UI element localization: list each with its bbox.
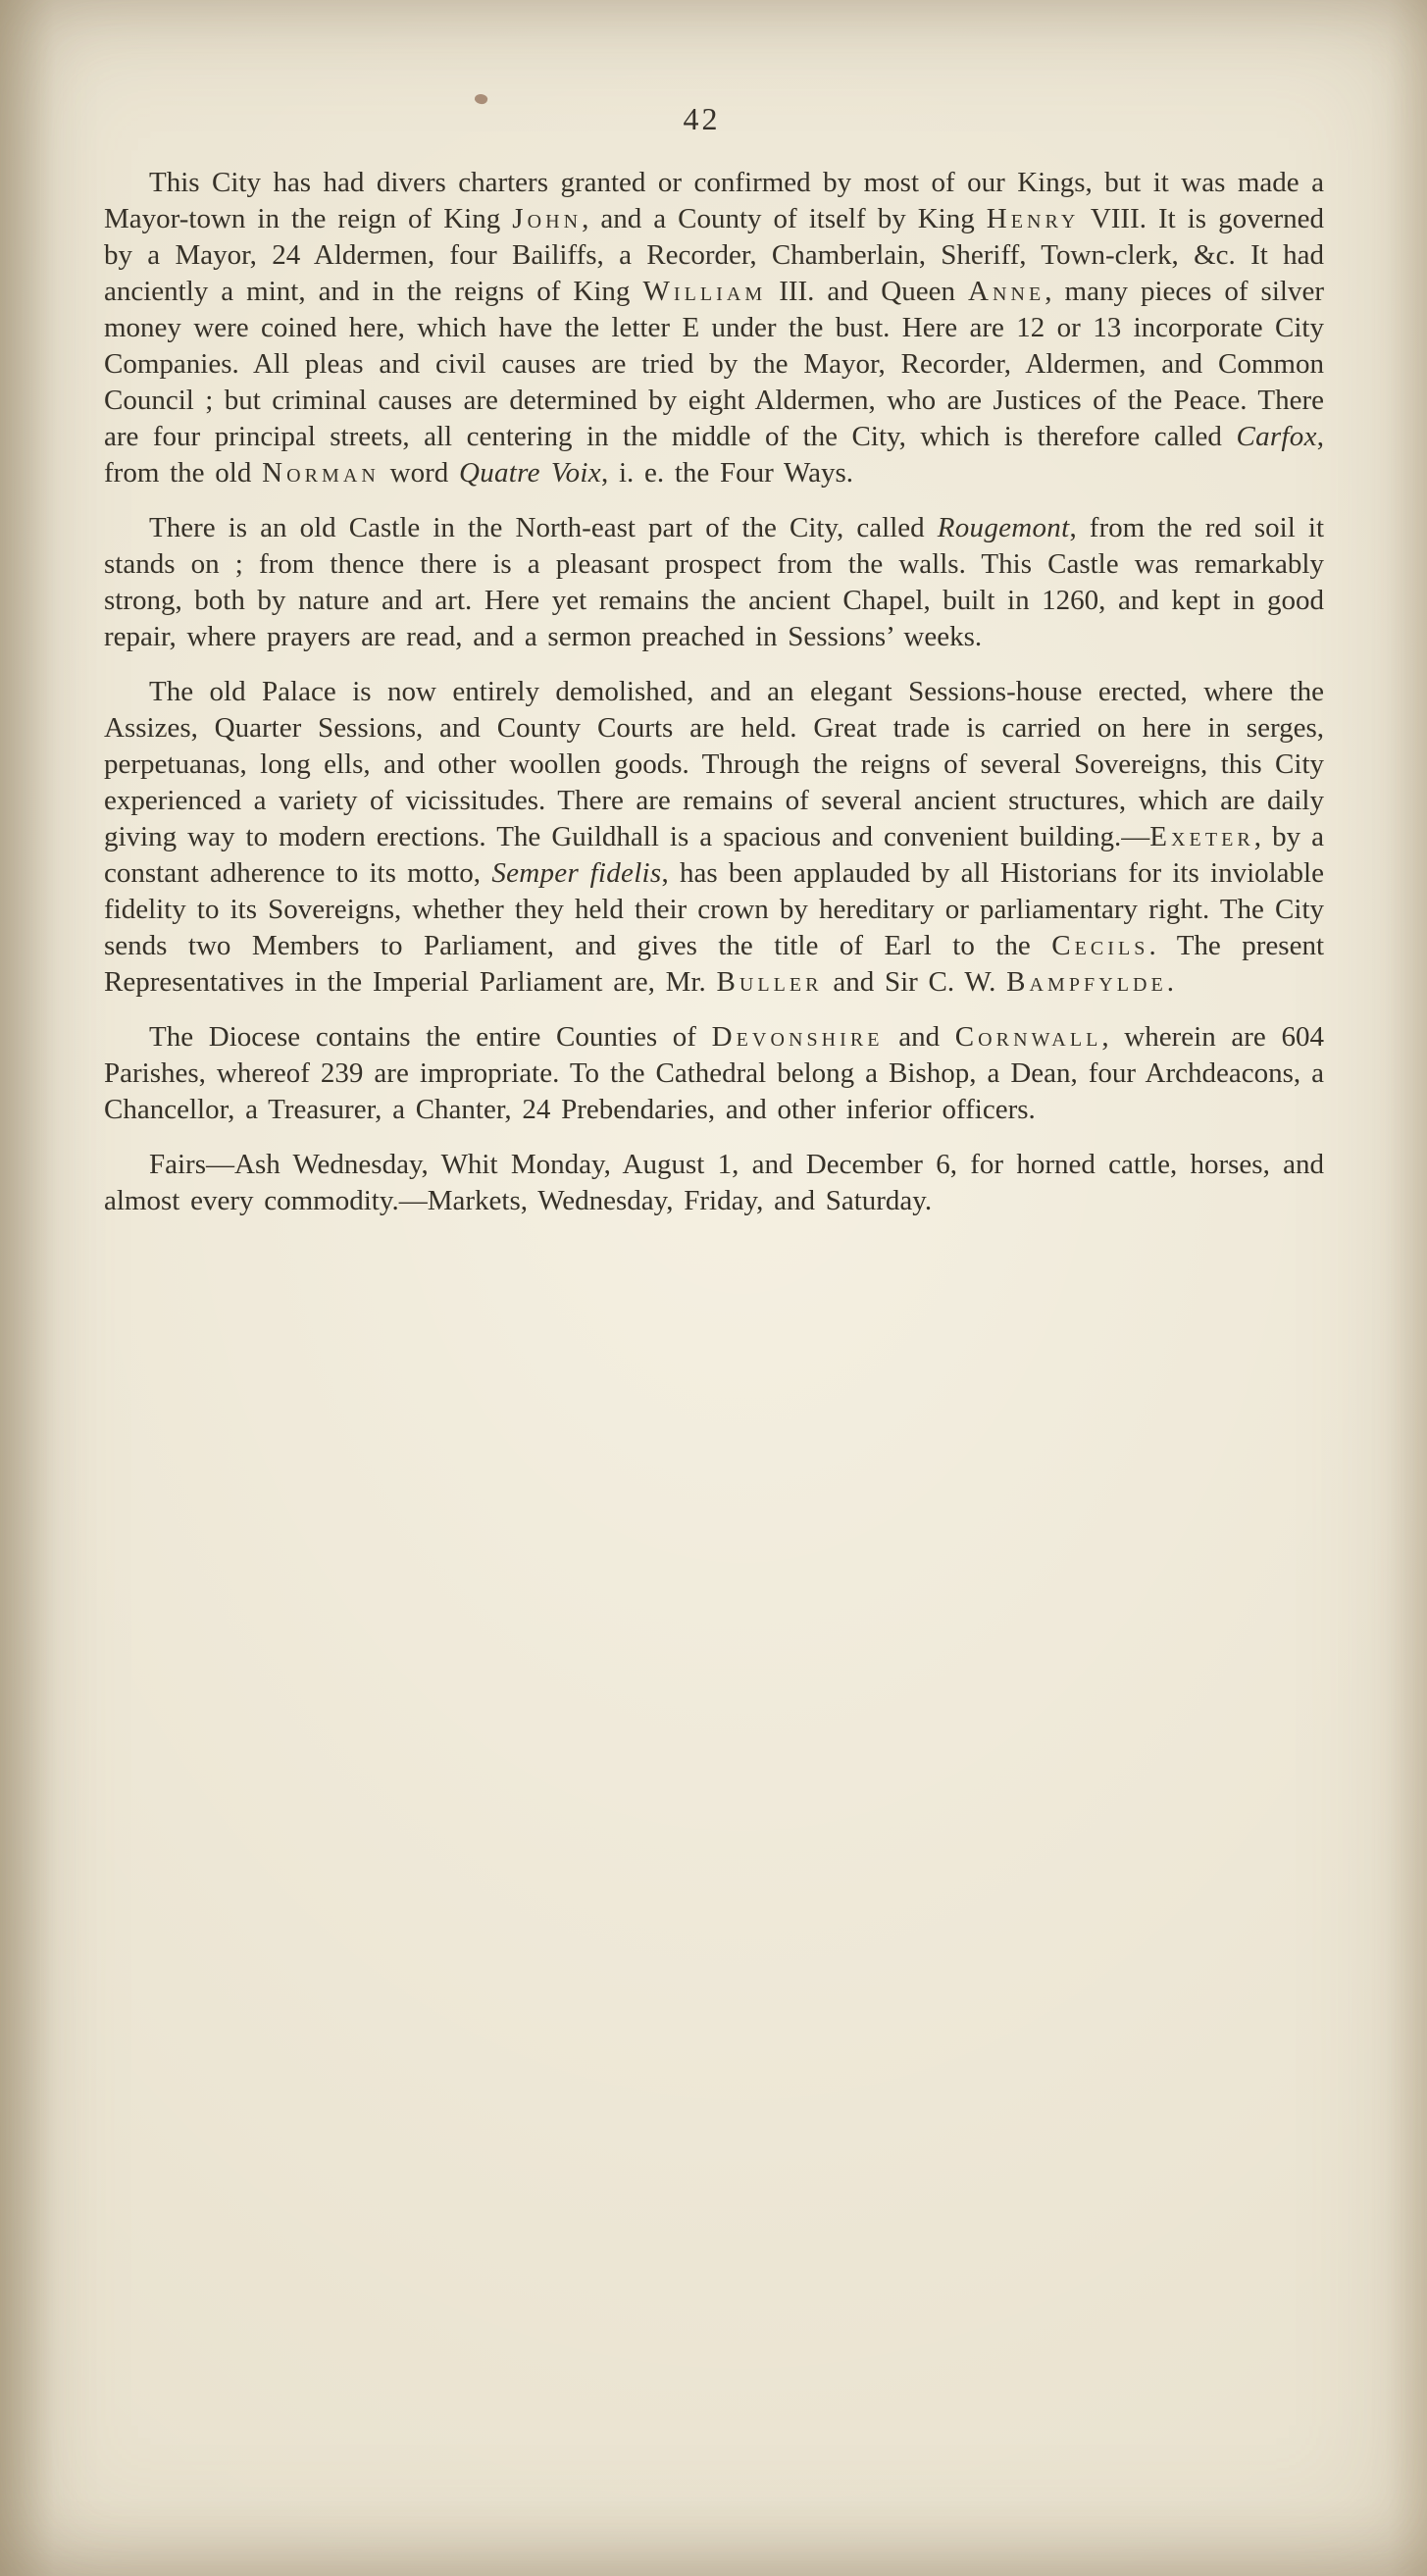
text-run: , has been applauded by all Historians for its inviolable fidelity to its Sovereigns, whether they held their crown by hereditary or parliamentary right. The City sends two Members to Parliament, and gives the title of Earl to the: [104, 857, 1324, 961]
small-caps-name: William: [642, 276, 767, 307]
italic-term: Semper fidelis: [491, 857, 662, 889]
small-caps-name: Cornwall: [954, 1021, 1102, 1053]
text-run: There is an old Castle in the North-east part of the City, called: [149, 512, 938, 543]
text-run: , wherein are 604 Parishes, whereof 239 are impropriate. To the Cathedral belong a Bishop, a Dean, four Archdeacons, a Chancellor, a Treasurer, a Chanter, 24 Prebendaries, and other inferior officers.: [104, 1021, 1324, 1125]
text-run: VIII. It is governed by a Mayor, 24 Aldermen, four Bailiffs, a Recorder, Chamberlain, Sheriff, Town-clerk, &c. It had anciently a mint, and in the reigns of King: [104, 203, 1324, 307]
italic-term: Carfox: [1236, 421, 1317, 452]
text-run: . The present Representatives in the Imperial Parliament are, Mr.: [104, 930, 1325, 998]
text-run: , and a County of itself by King: [582, 203, 987, 234]
text-run: , from the old: [104, 421, 1324, 489]
page-number: 42: [683, 101, 721, 136]
paragraph: [104, 1019, 1324, 1128]
paragraph: [104, 1147, 1324, 1219]
italic-term: Rougemont: [937, 512, 1070, 543]
text-run: word: [379, 457, 459, 489]
page-text: [104, 165, 1324, 1219]
small-caps-name: Anne: [967, 276, 1045, 307]
text-run: and: [883, 1021, 955, 1053]
paragraph: [104, 165, 1324, 491]
text-run: , i. e. the Four Ways.: [600, 457, 854, 489]
italic-term: Quatre Voix: [458, 457, 601, 489]
paragraph: [104, 674, 1324, 1001]
paragraph: [104, 510, 1324, 655]
small-caps-name: Exeter: [1149, 821, 1254, 852]
text-run: This City has had divers charters granted or confirmed by most of our Kings, but it was made a Mayor-town in the reign of King: [104, 167, 1324, 234]
text-run: The old Palace is now entirely demolished, and an elegant Sessions-house erected, where the Assizes, Quarter Sessions, and County Courts are held. Great trade is carried on here in serges, perpetuanas, long ells, and other woollen goods. Through the reigns of several Sovereigns, this City experienced a variety of vicissitudes. There are remains of several ancient structures, which are daily giving way to modern erections. The Guildhall is a spacious and convenient building.—: [104, 676, 1324, 852]
text-run: .: [1166, 966, 1175, 998]
text-run: The Diocese contains the entire Counties of: [149, 1021, 712, 1053]
small-caps-name: Buller: [716, 966, 823, 998]
text-run: Fairs—Ash Wednesday, Whit Monday, August 1, and December 6, for horned cattle, horses, and almost every commodity.—Markets, Wednesday, Friday, and Saturday.: [104, 1149, 1324, 1216]
text-run: , by a constant adherence to its motto,: [104, 821, 1324, 889]
text-run: , many pieces of silver money were coined here, which have the letter E under the bust. Here are 12 or 13 incorporate City Companies. All pleas and civil causes are tried by the Mayor, Recorder, Aldermen, and Common Council ; but criminal causes are determined by eight Aldermen, who are Justices of the Peace. There are four principal streets, all centering in the middle of the City, which is therefore called: [104, 276, 1324, 452]
text-run: III. and Queen: [766, 276, 968, 307]
small-caps-name: Bampfylde: [1006, 966, 1167, 998]
text-run: , from the red soil it stands on ; from thence there is a pleasant prospect from the walls. This Castle was remarkably strong, both by nature and art. Here yet remains the ancient Chapel, built in 1260, and kept in good repair, where prayers are read, and a sermon preached in Sessions’ weeks.: [104, 512, 1325, 652]
small-caps-name: Norman: [262, 457, 380, 489]
small-caps-name: Henry: [986, 203, 1080, 234]
small-caps-name: Devonshire: [711, 1021, 884, 1053]
small-caps-name: Cecils: [1051, 930, 1149, 961]
text-run: and Sir C. W.: [822, 966, 1007, 998]
small-caps-name: John: [512, 203, 583, 234]
